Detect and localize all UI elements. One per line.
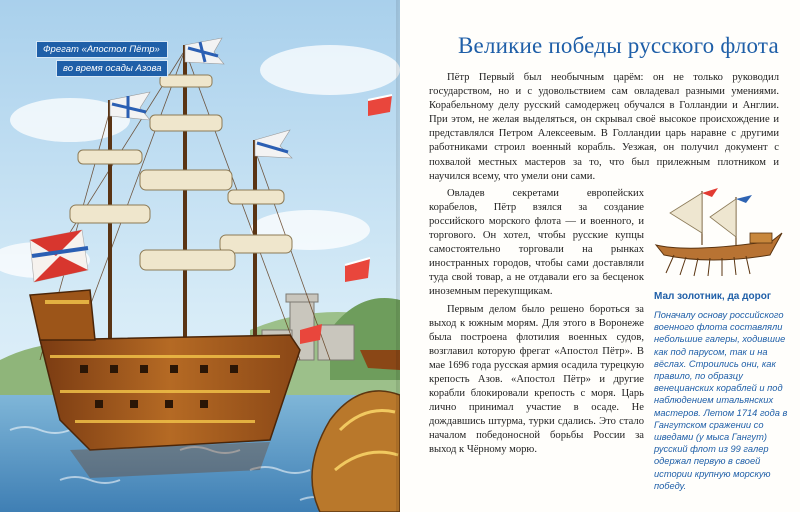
sidebar-text: Поначалу основу российского военного флота составляли небольшие галеры, ходившие как под парусом, так и на вёслах. Строились они, как правило, по образцу венецианских кораблей и под наблюдением итальянских мастеров. Летом 1714 года в Гангутском сражении со шведами (у мыса Гангут) русский флот из 99 галер одержал первую в своей истории крупную морскую победу. bbox=[654, 310, 788, 491]
caption-line-1: Фрегат «Апостол Пётр» bbox=[36, 41, 168, 58]
page-title: Великие победы русского флота bbox=[458, 33, 779, 58]
sidebar-title: Мал золотник, да дорог bbox=[654, 291, 771, 302]
galley-illustration bbox=[650, 183, 788, 278]
article-paragraph-2: Овладев секретами европейских корабелов, Пётр взялся за создание российского морского флота — и военного, и торгового. Он хотел, чтобы русские купцы самостоятельно торговали на рынках иностранных городов, чтобы сами доставляли туда свой товар, а не отдавали его за бесценок иноземным перекупщикам. bbox=[429, 187, 644, 298]
galley-drawing bbox=[650, 183, 788, 278]
article-paragraph-1: Пётр Первый был необычным царём: он не только руководил государством, но и с удовольствием сам овладевал разными умениями. Корабельному делу русский самодержец обучался в Голландии и Англии. При этом, не желая выделяться, он скрывал своё высокое происхождение и представлялся Петром Алексеевым. В Голландии царь наравне с другими работниками строил военный корабль. Уезжая, он получил документ с похвалой местных мастеров за то, что был прилежным плотником и научился всему, что умели они сами. bbox=[429, 72, 779, 182]
article-paragraph-3: Первым делом было решено бороться за выход к южным морям. Для этого в Воронеже была построена флотилия военных судов, возглавил которую фрегат «Апостол Пётр». В мае 1696 года русская армия осадила турецкую крепость Азов. «Апостол Пётр» и другие корабли блокировали крепость с моря. Царь лично принимал участие в осаде. Не дождавшись штурма, турки сдались. Это стало началом победоносной борьбы России за выход к Чёрному морю. bbox=[429, 303, 644, 456]
caption-line-2: во время осады Азова bbox=[56, 60, 168, 77]
illustration-caption bbox=[36, 41, 168, 79]
